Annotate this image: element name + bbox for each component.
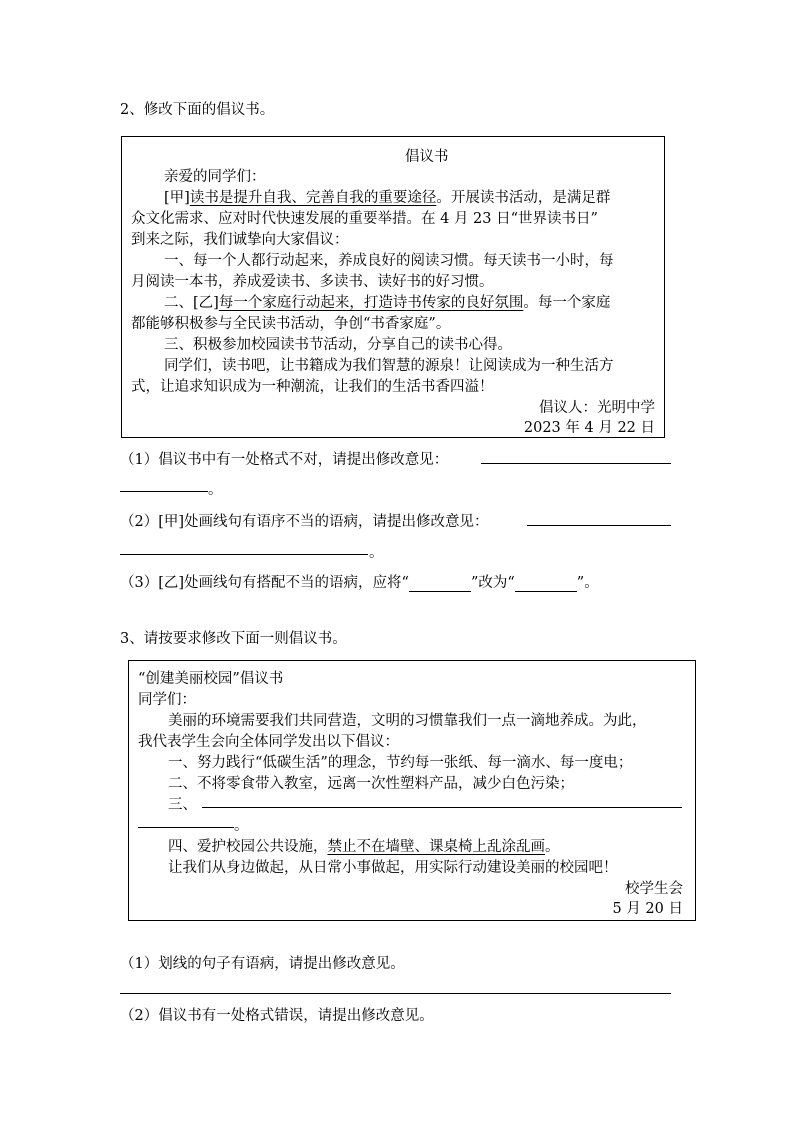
q2-para1-line2: 众文化需求、应对时代快速发展的重要举措。在 4 月 23 日“世界读书日” [131, 211, 598, 227]
q3-item4-underlined: 禁止不在墙壁、课桌椅上乱涂乱画 [327, 839, 545, 855]
q2-para1-line3: 到来之际，我们诚挚向大家倡议： [131, 232, 349, 248]
q2-sub1-end: 。 [208, 482, 223, 498]
q2-item2-line2: 都能够积极参与全民读书活动，争创“书香家庭”。 [131, 316, 451, 332]
q2-sub1-answer-line-a[interactable] [481, 463, 671, 464]
q3-item3-answer-line-b[interactable] [138, 827, 234, 828]
q2-item2-rest: 。每一个家庭 [523, 295, 611, 311]
q2-sub3-part-c: ”。 [576, 575, 599, 591]
q3-sub1-prompt: （1）划线的句子有语病，请提出修改意见。 [120, 956, 405, 972]
q2-sub2-prompt: （2）[甲]处画线句有语序不当的语病，请提出修改意见： [120, 514, 489, 530]
q3-item3-end: 。 [234, 818, 249, 834]
q2-para1-rest: 。开展读书活动，是满足群 [436, 190, 611, 206]
q3-date: 5 月 20 日 [612, 901, 683, 917]
q3-item4 [168, 835, 560, 856]
q3-sub2-prompt: （2）倡议书有一处格式错误，请提出修改意见。 [120, 1008, 434, 1024]
q2-item1-line2: 月阅读一本书，养成爱读书、多读书、读好书的好习惯。 [131, 274, 494, 290]
q2-item2-line1 [164, 291, 610, 312]
q3-item4-prefix: 四、爱护校园公共设施， [168, 839, 328, 855]
q3-greeting: 同学们： [138, 692, 196, 708]
q2-item2-prefix: 二、[乙] [164, 295, 219, 311]
q3-para1-line2: 我代表学生会向全体同学发出以下倡议： [138, 734, 399, 750]
q2-sub2-answer-line-b[interactable] [120, 554, 368, 555]
q2-signer: 倡议人：光明中学 [539, 400, 655, 416]
q2-sub2-answer-line-a[interactable] [527, 525, 671, 526]
q3-closing: 让我们从身边做起，从日常小事做起，用实际行动建设美丽的校园吧！ [168, 860, 618, 876]
q3-item1: 一、努力践行“低碳生活”的理念，节约每一张纸、每一滴水、每一度电； [168, 755, 633, 771]
q2-item3: 三、积极参加校园读书节活动，分享自己的读书心得。 [164, 337, 512, 353]
q2-sub3-prompt [120, 571, 599, 592]
q2-closing-line2: 式，让追求知识成为一种潮流，让我们的生活书香四溢！ [131, 379, 494, 395]
q2-title: 2、修改下面的倡议书。 [120, 102, 275, 118]
q2-sub3-blank-2[interactable] [515, 575, 577, 592]
q2-sub2-end: 。 [369, 545, 384, 561]
q3-item3-answer-line-a[interactable] [202, 807, 682, 808]
q2-greeting: 亲爱的同学们： [164, 169, 266, 185]
q2-underlined-yi: 每一个家庭行动起来，打造诗书传家的良好氛围 [218, 295, 524, 311]
q3-title: 3、请按要求修改下面一则倡议书。 [120, 631, 347, 647]
q3-signer: 校学生会 [625, 881, 683, 897]
q2-para1-line1 [164, 186, 610, 207]
q2-box-title: 倡议书 [405, 149, 449, 165]
q3-item2: 二、不将零食带入教室，远离一次性塑料产品，减少白色污染； [168, 776, 574, 792]
q3-sub1-answer-line[interactable] [120, 993, 671, 994]
q2-sub1-answer-line-b[interactable] [120, 491, 208, 492]
q2-sub3-part-a: （3）[乙]处画线句有搭配不当的语病，应将“ [120, 575, 409, 591]
q3-para1-line1: 美丽的环境需要我们共同营造，文明的习惯靠我们一点一滴地养成。为此， [168, 713, 647, 729]
q2-sub3-part-b: ”改为“ [470, 575, 515, 591]
q2-sub3-blank-1[interactable] [409, 575, 471, 592]
q2-closing-line1: 同学们，读书吧，让书籍成为我们智慧的源泉！让阅读成为一种生活方 [164, 358, 614, 374]
q3-box-title: “创建美丽校园”倡议书 [138, 671, 284, 687]
q2-item1-line1: 一、每一个人都行动起来，养成良好的阅读习惯。每天读书一小时，每 [164, 253, 614, 269]
q2-sub1-prompt: （1）倡议书中有一处格式不对，请提出修改意见： [120, 452, 449, 468]
q2-date: 2023 年 4 月 22 日 [523, 420, 655, 436]
q2-underlined-jia: 读书是提升自我、完善自我的重要途径 [189, 190, 437, 206]
q2-tag-jia: [甲] [164, 190, 190, 206]
q3-item4-end: 。 [545, 839, 560, 855]
q3-item3-prefix: 三、 [168, 797, 197, 813]
